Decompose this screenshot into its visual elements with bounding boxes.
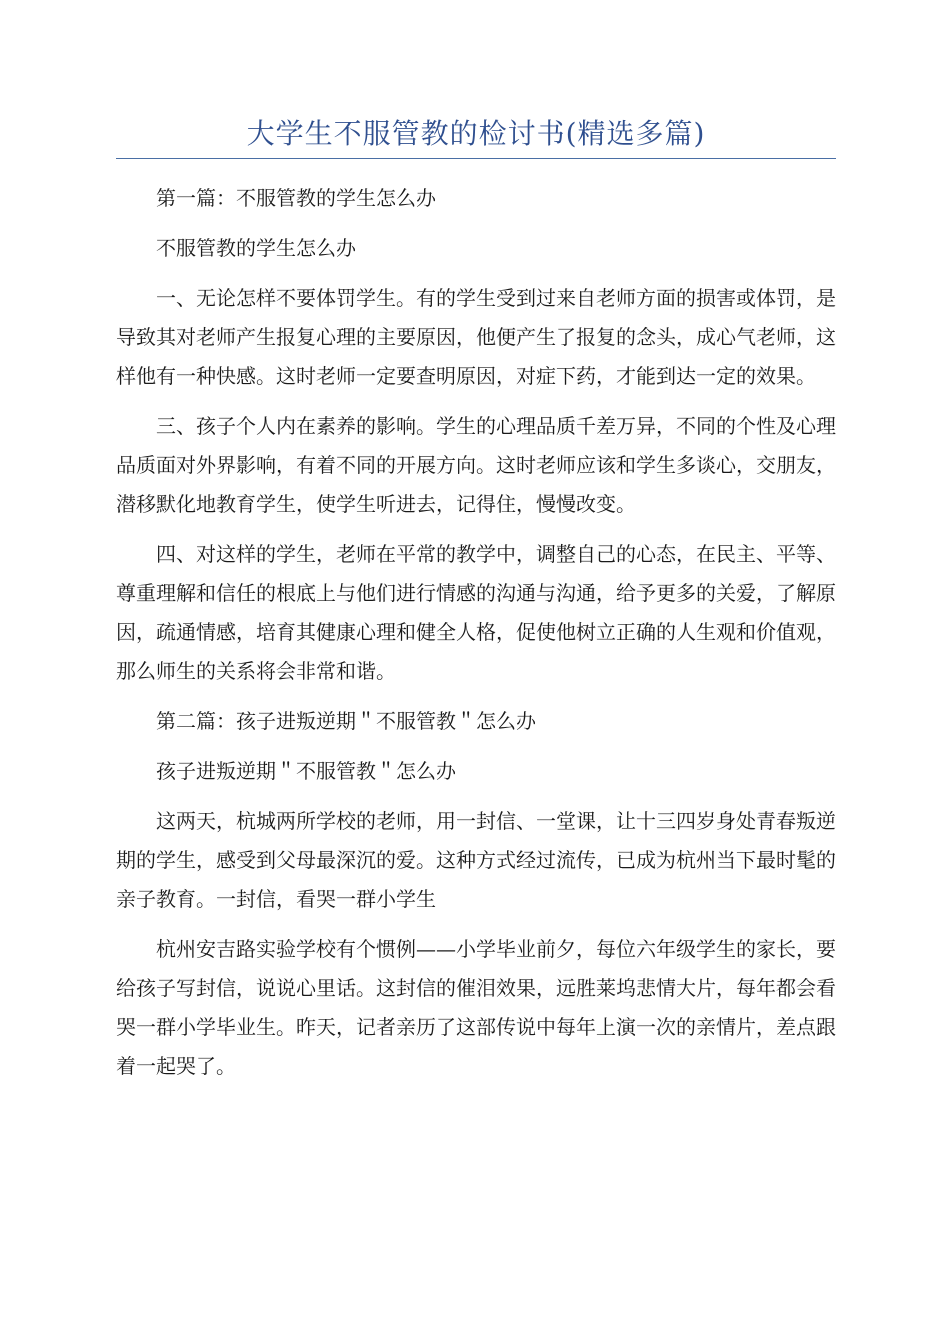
document-page [116,0,836,1344]
subheading-1: 不服管教的学生怎么办 [156,236,356,260]
body-paragraph: 三、孩子个人内在素养的影响。学生的心理品质千差万异，不同的个性及心理品质面对外界影响，有着不同的开展方向。这时老师应该和学生多谈心，交朋友，潜移默化地教育学生，使学生听进去，记得住，慢慢改变。 [116,414,836,516]
document-title: 大学生不服管教的检讨书(精选多篇) [246,117,706,150]
section-heading-2: 第二篇：孩子进叛逆期＂不服管教＂怎么办 [156,709,536,733]
body-paragraph: 这两天，杭城两所学校的老师，用一封信、一堂课，让十三四岁身处青春叛逆期的学生，感受到父母最深沉的爱。这种方式经过流传，已成为杭州当下最时髦的亲子教育。一封信，看哭一群小学生 [116,809,836,911]
body-paragraph: 杭州安吉路实验学校有个惯例——小学毕业前夕，每位六年级学生的家长，要给孩子写封信，说说心里话。这封信的催泪效果，远胜莱坞悲情大片，每年都会看哭一群小学毕业生。昨天，记者亲历了这部传说中每年上演一次的亲情片，差点跟着一起哭了。 [116,937,836,1078]
body-paragraph: 四、对这样的学生，老师在平常的教学中，调整自己的心态，在民主、平等、尊重理解和信任的根底上与他们进行情感的沟通与沟通，给予更多的关爱，了解原因，疏通情感，培育其健康心理和健全人格，促使他树立正确的人生观和价值观，那么师生的关系将会非常和谐。 [116,542,836,683]
document-body [116,179,836,1086]
subheading-2: 孩子进叛逆期＂不服管教＂怎么办 [156,759,456,783]
body-paragraph: 一、无论怎样不要体罚学生。有的学生受到过来自老师方面的损害或体罚，是导致其对老师产生报复心理的主要原因，他便产生了报复的念头，成心气老师，这样他有一种快感。这时老师一定要查明原因，对症下药，才能到达一定的效果。 [116,286,836,388]
section-heading-1: 第一篇：不服管教的学生怎么办 [156,186,436,210]
title-underline [116,158,836,159]
